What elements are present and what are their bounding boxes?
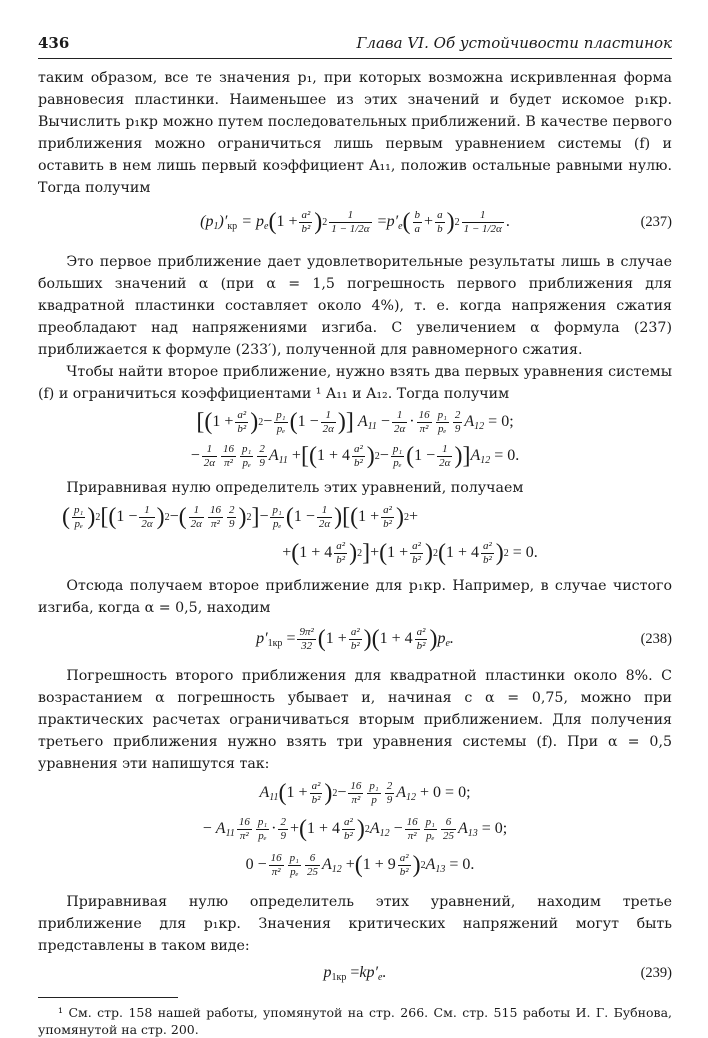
equation-number-238: (238) <box>640 630 672 647</box>
paragraph-4: Приравнивая нулю определитель этих уравнений, получаем <box>66 480 524 496</box>
equation-number-237: (237) <box>640 213 672 230</box>
equation-system-3-line-2: − $A_{11}$ $\frac{16}{\text{π²}}$ $\frac{\text{p₁}}{\text{pₑ}}$ · $\frac{2}{9}$ + ( 1 + 4 $\frac{\text{a²}}{\text{b²}}$ ) 2 $A_{12}$ − $\frac{16}{\text{π²}}$ $\frac{\text{p₁}}{\text{pₑ}}$ $\frac{6}{25}$ $A_{13}$ = 0; <box>202 815 508 842</box>
paragraph-3: Чтобы найти второе приближение, нужно взять два первых уравнения системы (f) и ограничиться коэффициентами ¹ A₁₁ и A₁₂. Тогда получим <box>38 364 672 402</box>
paragraph-6: Погрешность второго приближения для квадратной пластинки около 8%. С возрастанием α погрешность убывает и, начиная с α = 0,75, можно при практических расчетах ограничиваться вторым приближением. Для получения третьего приближения нужно взять три уравнения системы (f). При α = 0,5 уравнения эти напишутся так: <box>38 668 672 772</box>
equation-239: $p_{1кр}$ = $kp'_e$. (239) <box>323 963 672 983</box>
page-number: 436 <box>38 34 70 52</box>
paragraph-7: Приравнивая нулю определитель этих уравнений, находим третье приближение для p₁кр. Значения критических напряжений могут быть представлены в таком виде: <box>38 894 672 954</box>
running-title: Глава VI. Об устойчивости пластинок <box>356 34 672 52</box>
page-header <box>38 34 672 56</box>
equation-237: $(p_1)'_{кр} = p_e$ ( 1 + $\frac{\text{a²}}{\text{b²}}$ ) 2 $\frac{1}{1 - 1/2\alpha}$ = $p'_e$ ( $\frac{b}{a}$ + $\frac{a}{b}$ ) 2 $\frac{1}{1 - 1/2\alpha}$ . (237) <box>200 208 672 235</box>
equation-system-2-line-1: [ ( 1 + $\frac{\text{a²}}{\text{b²}}$ ) 2 − $\frac{\text{p₁}}{\text{pₑ}}$ ( 1 − $\frac{1}{2\alpha}$ ) ] $A_{11}$ − $\frac{1}{2\alpha}$ · $\frac{16}{\text{π²}}$ $\frac{\text{p₁}}{\text{pₑ}}$ $\frac{2}{9}$ $A_{12}$ = 0; <box>196 408 514 435</box>
equation-system-3-line-3: 0 − $\frac{16}{\text{π²}}$ $\frac{\text{p₁}}{\text{pₑ}}$ $\frac{6}{25}$ $A_{12}$ + ( 1 + 9 $\frac{\text{a²}}{\text{b²}}$ ) 2 $A_{13}$ = 0. <box>245 851 475 878</box>
equation-238: $p'_{1кр}$ = $\frac{\text{9π²}}{32}$ ( 1 + $\frac{\text{a²}}{\text{b²}}$ ) ( 1 + 4 $\frac{\text{a²}}{\text{b²}}$ ) $p_e$. (238) <box>256 625 672 652</box>
equation-system-2-line-2: − $\frac{1}{2\alpha}$ $\frac{16}{\text{π²}}$ $\frac{\text{p₁}}{\text{pₑ}}$ $\frac{2}{9}$ $A_{11}$ + [ ( 1 + 4 $\frac{\text{a²}}{\text{b²}}$ ) 2 − $\frac{\text{p₁}}{\text{pₑ}}$ ( 1 − $\frac{1}{2\alpha}$ ) ] $A_{12}$ = 0. <box>190 442 520 469</box>
determinant-equation-line-2: + ( 1 + 4 $\frac{\text{a²}}{\text{b²}}$ ) 2 ] + ( 1 + $\frac{\text{a²}}{\text{b²}}$ ) 2 ( 1 + 4 $\frac{\text{a²}}{\text{b²}}$ ) 2 = 0. <box>282 539 538 566</box>
paragraph-2: Это первое приближение дает удовлетворительные результаты лишь в случае больших значений α (при α = 1,5 погрешность первого приближения для квадратной пластинки составляет около 4%), т. е. когда напряжения сжатия преобладают над напряжениями изгиба. С увеличением α формула (237) приближается к формуле (233′), полученной для равномерного сжатия. <box>38 254 672 358</box>
footnote-rule <box>38 997 178 998</box>
page <box>38 34 672 1038</box>
footnote: ¹ См. стр. 158 нашей работы, упомянутой на стр. 266. См. стр. 515 работы И. Г. Бубнова, упомянутой на стр. 200. <box>38 1005 672 1037</box>
paragraph-5: Отсюда получаем второе приближение для p₁кр. Например, в случае чистого изгиба, когда α = 0,5, находим <box>38 578 672 616</box>
equation-number-239: (239) <box>640 964 672 981</box>
determinant-equation-line-1: ( $\frac{\text{p₁}}{\text{pₑ}}$ ) 2 [ ( 1 − $\frac{1}{2\alpha}$ ) 2 − ( $\frac{1}{2\alpha}$ $\frac{16}{\text{π²}}$ $\frac{2}{9}$ ) 2 ] − $\frac{\text{p₁}}{\text{pₑ}}$ ( 1 − $\frac{1}{2\alpha}$ ) [ ( 1 + $\frac{\text{a²}}{\text{b²}}$ ) 2 + <box>62 503 418 530</box>
equation-system-3-line-1: $A_{11}$ ( 1 + $\frac{\text{a²}}{\text{b²}}$ ) 2 − $\frac{16}{\text{π²}}$ $\frac{\text{p₁}}{p}$ $\frac{2}{9}$ $A_{12}$ + 0 = 0; <box>259 779 471 806</box>
paragraph-1: таким образом, все те значения p₁, при которых возможна искривленная форма равновесия пластинки. Наименьшее из этих значений и будет искомое p₁кр. Вычислить p₁кр можно путем последовательных приближений. В качестве первого приближения можно ограничиться лишь первым уравнением системы (f) и оставить в нем лишь первый коэффициент A₁₁, положив остальные равными нулю. Тогда получим <box>38 70 672 196</box>
